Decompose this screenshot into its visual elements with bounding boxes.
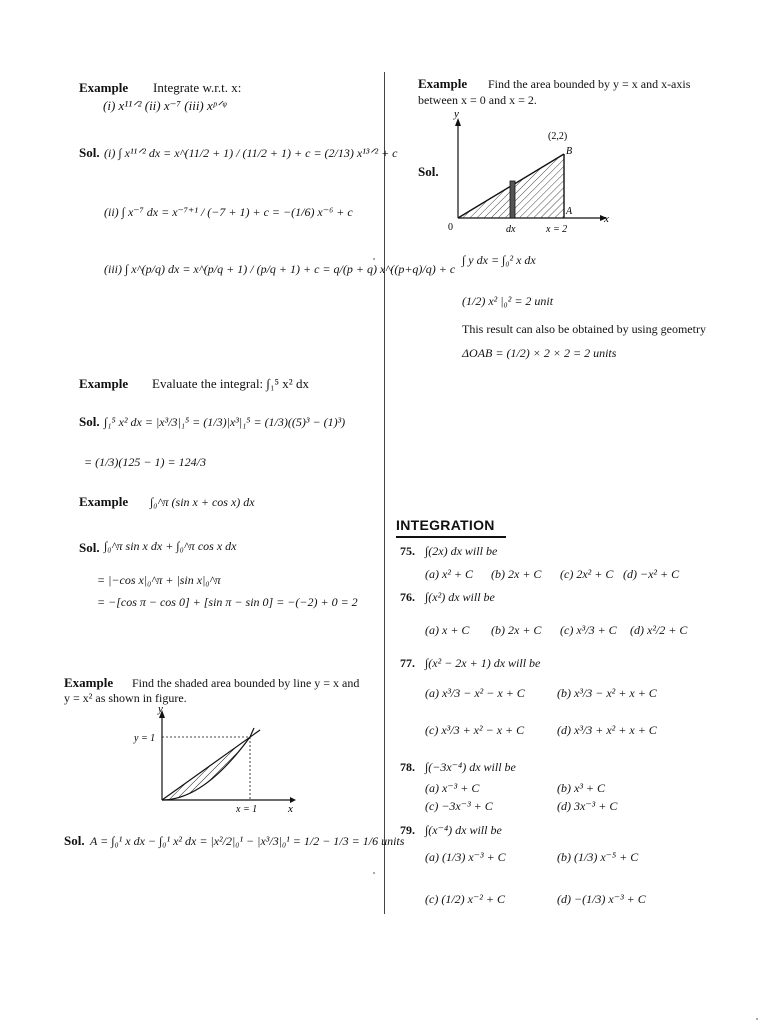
option-d[interactable]: (d) x³/3 + x² + x + C <box>557 723 657 737</box>
example-3-label: Example <box>79 494 129 509</box>
fig-dx-label: dx <box>506 224 516 235</box>
example-4-prompt-2: y = x² as shown in figure. <box>64 691 187 705</box>
question-number: 76. <box>400 590 415 604</box>
example-1-line-ii: (ii) ∫ x⁻⁷ dx = x⁻⁷⁺¹ / (−7 + 1) + c = −(1/6) x⁻⁶ + c <box>104 205 353 219</box>
curve-y-equals-x-squared <box>162 728 254 800</box>
example-5-sol-label: Sol. <box>418 164 439 179</box>
fig-y-label: y <box>454 108 459 120</box>
example-1-line-iii: (iii) ∫ x^(p/q) dx = x^(p/q + 1) / (p/q + 1) + c = q/(p + q) x^((p+q)/q) + c <box>104 262 456 276</box>
fig-y-label: y <box>158 703 163 715</box>
example-1-prompt: Integrate w.r.t. x: <box>153 80 242 95</box>
example-5-line-3: This result can also be obtained by using geometry <box>462 322 706 336</box>
scan-speck <box>373 258 375 260</box>
example-4-prompt: Find the shaded area bounded by line y = x and <box>132 676 360 690</box>
fig-origin-label: 0 <box>448 222 453 233</box>
option-c[interactable]: (c) x³/3 + x² − x + C <box>425 723 525 737</box>
example-2-line-2: = (1/3)(125 − 1) = 124/3 <box>84 455 206 469</box>
scan-speck <box>373 872 375 874</box>
fig-point-label: (2,2) <box>548 131 568 142</box>
section-title: INTEGRATION <box>396 517 495 533</box>
option-c[interactable]: (c) (1/2) x⁻² + C <box>425 892 506 906</box>
question-stem: ∫(2x) dx will be <box>425 544 498 558</box>
dx-strip <box>510 181 515 218</box>
line-y-equals-x <box>162 730 260 800</box>
example-4-line-1: A = ∫₀¹ x dx − ∫₀¹ x² dx = |x²/2|₀¹ − |x³/3|₀¹ = 1/2 − 1/3 = 1/6 units <box>90 834 405 848</box>
question-number: 77. <box>400 656 415 670</box>
option-a[interactable]: (a) x³/3 − x² − x + C <box>425 686 525 700</box>
example-5-line-1: ∫ y dx = ∫₀² x dx <box>462 253 536 267</box>
option-b[interactable]: (b) (1/3) x⁻⁵ + C <box>557 850 639 864</box>
example-5-prompt: Find the area bounded by y = x and x-axis <box>488 77 691 91</box>
example-3-sol-label: Sol. <box>79 540 100 555</box>
example-2-prompt: Evaluate the integral: ∫₁⁵ x² dx <box>152 376 309 391</box>
option-b[interactable]: (b) x³/3 − x² + x + C <box>557 686 657 700</box>
example-3-line-3: = −[cos π − cos 0] + [sin π − sin 0] = −(−2) + 0 = 2 <box>97 595 358 609</box>
option-d[interactable]: (d) −(1/3) x⁻³ + C <box>557 892 646 906</box>
example-4-label: Example <box>64 675 114 690</box>
example-2-label: Example <box>79 376 129 391</box>
option-a[interactable]: (a) x² + C <box>425 567 474 581</box>
scan-speck <box>756 1018 758 1020</box>
option-c[interactable]: (c) −3x⁻³ + C <box>425 799 493 813</box>
option-b[interactable]: (b) 2x + C <box>491 623 542 637</box>
fig-x2-label: x = 2 <box>546 224 568 235</box>
option-d[interactable]: (d) −x² + C <box>623 567 680 581</box>
option-b[interactable]: (b) x³ + C <box>557 781 606 795</box>
option-a[interactable]: (a) x + C <box>425 623 470 637</box>
question-stem: ∫(x²) dx will be <box>425 590 495 604</box>
option-c[interactable]: (c) 2x² + C <box>560 567 614 581</box>
question-number: 75. <box>400 544 415 558</box>
fig-x-label: x <box>288 803 293 815</box>
area-figure-triangle <box>440 106 615 236</box>
option-b[interactable]: (b) 2x + C <box>491 567 542 581</box>
question-number: 79. <box>400 823 415 837</box>
column-divider <box>384 72 385 914</box>
option-a[interactable]: (a) x⁻³ + C <box>425 781 480 795</box>
example-5-line-2: (1/2) x² |₀² = 2 unit <box>462 294 554 308</box>
example-3-prompt: ∫₀^π (sin x + cos x) dx <box>150 495 255 509</box>
example-5-prompt-2: between x = 0 and x = 2. <box>418 93 537 107</box>
fig-y1-label: y = 1 <box>134 733 156 744</box>
fig-x-label: x <box>604 213 609 225</box>
fig-x1-label: x = 1 <box>236 804 258 815</box>
example-1-label: Example <box>79 80 129 95</box>
option-d[interactable]: (d) x²/2 + C <box>630 623 688 637</box>
option-d[interactable]: (d) 3x⁻³ + C <box>557 799 618 813</box>
question-stem: ∫(−3x⁻⁴) dx will be <box>425 760 516 774</box>
fig-A-label: A <box>566 206 573 217</box>
example-3-line-2: = |−cos x|₀^π + |sin x|₀^π <box>97 573 221 587</box>
area-figure-parabola <box>120 700 300 825</box>
example-5-line-4: ΔOAB = (1/2) × 2 × 2 = 2 units <box>462 346 617 360</box>
example-5-label: Example <box>418 76 468 91</box>
fig-B-label: B <box>566 146 573 157</box>
example-4-sol-label: Sol. <box>64 833 85 848</box>
section-title-underline <box>396 536 506 538</box>
question-stem: ∫(x² − 2x + 1) dx will be <box>425 656 541 670</box>
example-1-parts: (i) x¹¹ᐟ² (ii) x⁻⁷ (iii) xᵖᐟᵠ <box>103 98 226 113</box>
option-a[interactable]: (a) (1/3) x⁻³ + C <box>425 850 506 864</box>
question-number: 78. <box>400 760 415 774</box>
option-c[interactable]: (c) x³/3 + C <box>560 623 617 637</box>
question-stem: ∫(x⁻⁴) dx will be <box>425 823 502 837</box>
example-2-line-1: ∫₁⁵ x² dx = |x³/3|₁⁵ = (1/3)|x³|₁⁵ = (1/3)((5)³ − (1)³) <box>104 415 346 429</box>
example-3-line-1: ∫₀^π sin x dx + ∫₀^π cos x dx <box>104 539 237 553</box>
example-2-sol-label: Sol. <box>79 414 100 429</box>
example-1-line-i: (i) ∫ x¹¹ᐟ² dx = x^(11/2 + 1) / (11/2 + 1) + c = (2/13) x¹³ᐟ² + c <box>104 146 398 160</box>
example-1-sol-label: Sol. <box>79 145 100 160</box>
